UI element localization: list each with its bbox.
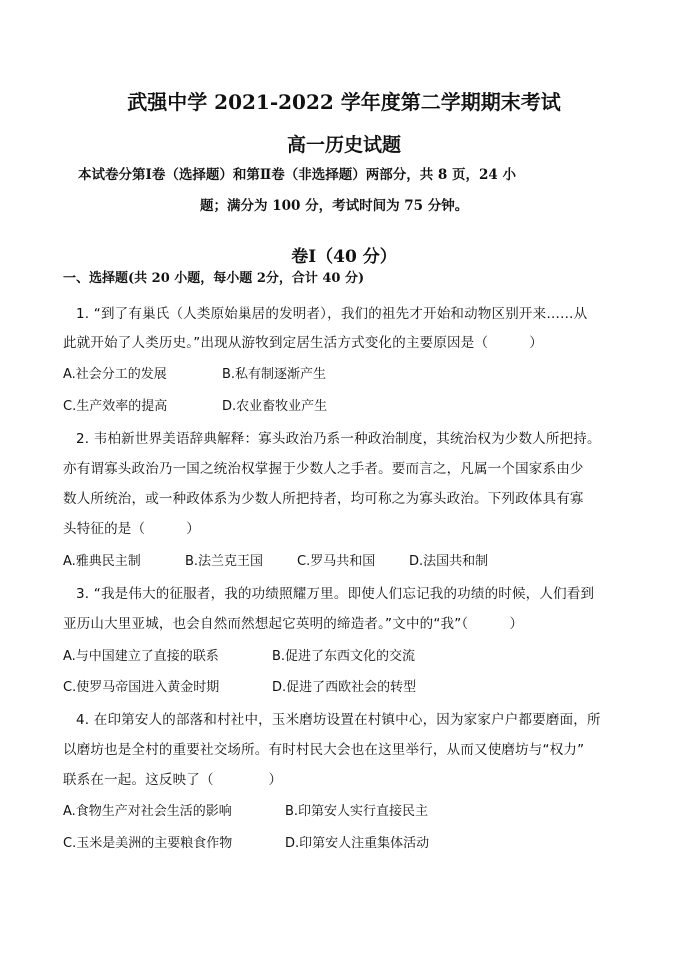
question-2-option-a: A.雅典民主制 <box>63 554 141 569</box>
question-1-option-d: D.农业畜牧业产生 <box>222 399 328 414</box>
question-2-option-c: C.罗马共和国 <box>297 554 376 569</box>
question-4-option-c: C.玉米是美洲的主要粮食作物 <box>63 836 233 851</box>
question-1-option-b: B.私有制逐渐产生 <box>222 367 327 382</box>
question-3-option-c: C.使罗马帝国进入黄金时期 <box>63 680 220 695</box>
intro-line-1: 本试卷分第Ⅰ卷（选择题）和第Ⅱ卷（非选择题）两部分，共 8 页，24 小 <box>78 167 516 183</box>
question-3-line-1: 3. “我是伟大的征服者，我的功绩照耀万里。即使人们忘记我的功绩的时候，人们看到 <box>76 586 595 602</box>
question-2-line-1: 2. 韦柏新世界美语辞典解释：寡头政治乃系一种政治制度，其统治权为少数人所把持。 <box>76 431 601 447</box>
question-4-option-b: B.印第安人实行直接民主 <box>285 804 429 819</box>
section-title: 卷Ⅰ（40 分） <box>291 247 397 267</box>
question-4-line-2: 以磨坊也是全村的重要社交场所。有时村民大会也在这里举行，从而又使磨坊与“权力” <box>63 742 585 758</box>
exam-subtitle: 高一历史试题 <box>286 134 401 156</box>
question-3-line-2: 亚历山大里亚城，也会自然而然想起它英明的缔造者。”文中的“我”（ ） <box>63 616 524 632</box>
question-3-option-d: D.促进了西欧社会的转型 <box>272 680 417 695</box>
question-1-option-c: C.生产效率的提高 <box>63 399 168 414</box>
question-1-line-1: 1. “到了有巢氏（人类原始巢居的发明者），我们的祖先才开始和动物区别开来……从 <box>76 306 588 322</box>
question-2-line-3: 数人所统治，或一种政体系为少数人所把持者，均可称之为寡头政治。下列政体具有寡 <box>63 491 584 507</box>
question-4-line-3: 联系在一起。这反映了（ ） <box>63 772 283 788</box>
question-4-option-d: D.印第安人注重集体活动 <box>285 836 430 851</box>
question-3-option-a: A.与中国建立了直接的联系 <box>63 649 219 664</box>
exam-title: 武强中学 2021-2022 学年度第二学期期末考试 <box>127 90 561 114</box>
question-3-option-b: B.促进了东西文化的交流 <box>272 649 416 664</box>
question-4-line-1: 4. 在印第安人的部落和村社中，玉米磨坊设置在村镇中心，因为家家户户都要磨面，所 <box>76 712 601 728</box>
question-2-option-d: D.法国共和制 <box>409 554 489 569</box>
intro-line-2: 题；满分为 100 分，考试时间为 75 分钟。 <box>200 198 469 214</box>
question-2-option-b: B.法兰克王国 <box>185 554 264 569</box>
question-2-line-2: 亦有谓寡头政治乃一国之统治权掌握于少数人之手者。要而言之，凡属一个国家系由少 <box>63 461 584 477</box>
question-4-option-a: A.食物生产对社会生活的影响 <box>63 804 232 819</box>
question-1-line-2: 此就开始了人类历史。”出现从游牧到定居生活方式变化的主要原因是（ ） <box>63 335 543 351</box>
question-1-option-a: A.社会分工的发展 <box>63 367 167 382</box>
section-subtitle: 一、选择题(共 20 小题，每小题 2分，合计 40 分) <box>63 271 365 286</box>
question-2-line-4: 头特征的是（ ） <box>63 521 200 537</box>
